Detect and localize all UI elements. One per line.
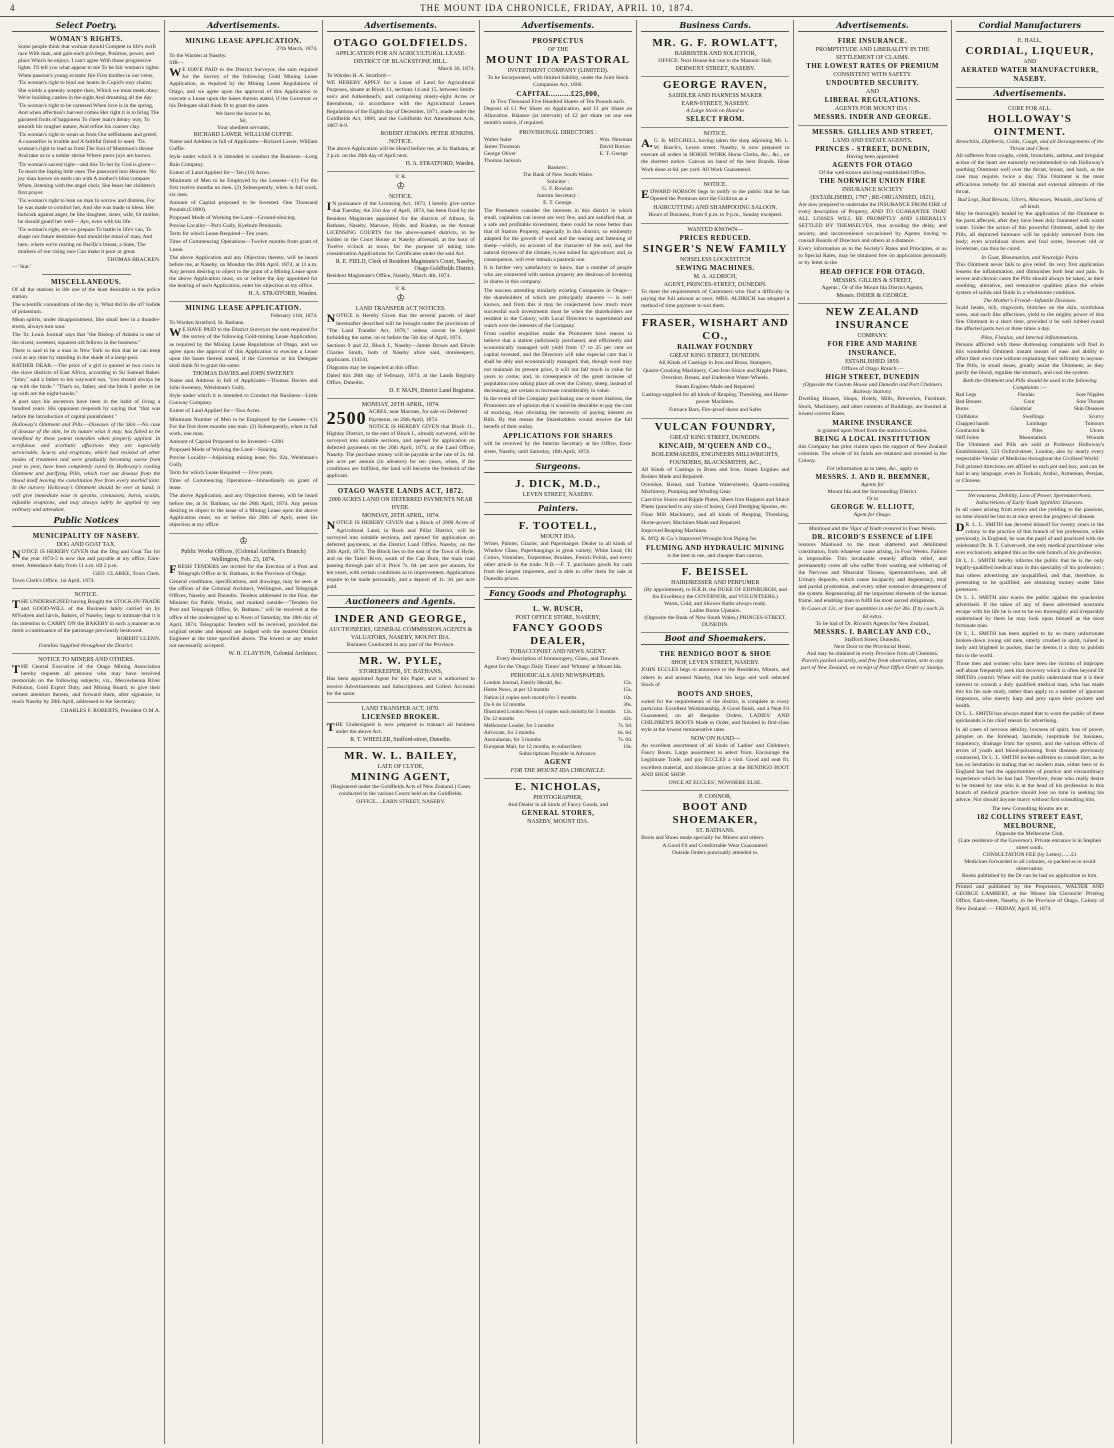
misc-item: There is said to be a man in New York so thin that he can keep cool at any time by standing in the shade of a lamp-post. <box>12 347 161 361</box>
complaint-row: Bad Legs Fistulas Sore Nipples <box>955 392 1104 399</box>
rowlatt-ad: MR. G. F. ROWLATT, BARRISTER AND SOLICITOR, OFFICE: Next House but one to the Masonic Hall, DERWENT STREET, NASEBY. <box>641 35 789 77</box>
poem-source: —' Star.' <box>12 263 32 270</box>
column-heading: Cordial Manufacturers <box>956 20 1104 32</box>
pyle-ad: MR. W. PYLE, STOREKEEPER, ST. BATHANS, Has been appointed Agent for this Paper, and is authorised to receive Advertisements and Subscriptions and Collect Accounts for the same. <box>327 653 475 702</box>
column-insurance <box>794 20 951 1444</box>
public-notices-heading: Public Notices <box>12 515 160 527</box>
lease-detail: Style under which it is intended to conduct the Business—Long Rain Company. <box>169 154 318 168</box>
fraser-item: Furnace Bars, Fire-proof doors and Safes <box>669 406 762 413</box>
broker-ad: LAND TRANSFER ACT, 1870. LICENSED BROKER. THE Undersigned is now prepared to transact all business under the above Act. R. T. WHEELER, Stafford-street, Dunedin. <box>327 703 475 748</box>
price-row: Nation (4 copies each month) for 3 months 10s. <box>483 694 633 701</box>
promoters-paragraph: In the event of the Company purchasing one or more Stations, the Promoters are of opinion that it would be desirable to pay the cost of stocking, thus obviating the necessity of paying interest on Bills. By this means the Shareholders would receive the full benefit of their outlay. <box>483 395 633 431</box>
fraser-ad: FRASER, WISHART AND CO., RAILWAY FOUNDRY GREAT KING STREET, DUNEDIN. All Kinds of Castings in Iron and Brass, Stampers, Quartz-Crushing Machinery, Cast-Iron Sluice and Ripple Plates; Overshot, Breast, and Undershot Water-Wheels. Steam Engines Made and Repaired. Castings supplied for all kinds of Reaping, Threshing, and Horse-power Machines. Furnace Bars, Fire-proof doors and Safes <box>641 315 789 419</box>
lease-2-details <box>169 378 317 492</box>
poem-stanza: Some people think that woman should Compete in life's swift race With man, and gain each privilege, Position, power, and place Which he enjoys. I can't agree With those progressive lights. I'll tell you what appear to me To be fair woman's rights: <box>18 44 160 72</box>
column-cordial <box>952 20 1108 1444</box>
price-list <box>484 680 632 751</box>
misc-item: Of all the stations in life one of the least desirable is the police station. <box>12 286 161 300</box>
kincaid-item: Overshot, Breast, and Turbine Waterwheels; Quartz-crushing Machinery, Pumping and Winding Gear. <box>641 482 790 496</box>
column-poetry <box>8 20 165 1444</box>
column-heading: Advertisements. <box>169 20 317 32</box>
page-number: 4 <box>10 3 16 13</box>
lease-detail: Minimum Number of Men to be Employed by the Lessees—(1) For the first three months one man. (2) Subsequently, when in full work, one man. <box>169 416 318 437</box>
fancy-goods-heading: Fancy Goods and Photography. <box>484 588 632 600</box>
lease-detail: Name and Address in full of Applicants—Thomas Davies and John Sweeney, Welshman's Gully. <box>169 378 318 392</box>
licensing-notice: V. R. ♔ NOTICE. IN pursuance of the Licensing Act, 1873, I hereby give notice that Tuesday, the 21st day of April, 1874, has been fixed by the Resident Magistrate appointed for the districts of Alburn, St. Bathans, Naseby, Maruwe, Hyde, and Riadon, as the Annual LICENSING COURTS for the above-named districts, to be holden in the Court House at Naseby aforesaid, at the hour of Twelve o'clock at noon, for the purpose of taking into consideration Applications for Certificates under the said Act. R. E. FIELD, Clerk of Resident Magistrate's Court, Naseby, Otago Goldfields District. Resident Magistrate's Office, Naseby, March 4th, 1874. <box>327 172 475 284</box>
poem-author: THOMAS BRACKEN. <box>107 256 161 263</box>
mining-lease-1: MINING LEASE APPLICATION. 27th March, 1874. To the Warden at Naseby. SIR— WE HAVE PAID to the District Surveyor, the sum required for the Survey of the following Gold Mining Lease Application, as required by the Mining Lease Regulations of Otago, and we agree upon the approval of this Application to execute a Lease upon the bases therein stated, if the Governor or his Delegate shall think fit to grant the same. We have the honor to be, Sir, Your obedient servants, RICHARD LAWER. WILLIAM GUFFIE. Name and Address in full of Applicants—Richard Lawer, William Guffie. Style under which it is intended to conduct the Business—Long Rain Company. Extent of Land Applied for—Ten (10) Acres. Minimum of Men to be Employed by the Lessees—(1) For the first twelve months no men. (2) Subsequently, when in full work, six men. Amount of Capital proposed to be Invested. One Thousand Pounds (£1000). Proposed Mode of Working the Land—Ground-sluicing. Precise Locality—Pat's Gully, Kyeburn Peninsula. Term for which Lease Required—Ten years. Time of Commencing Operations—Twelve months from grant of Lease. The above Application and any Objection thereto, will be heard before me, at Naseby, on Monday the 20th April, 1874, at 11 a.m. Any person desiring to object to the grant of a Mining Lease upon the above Application must, on or before the day appointed for the hearing of such Application, enter his objection at my office. H. A. STRATFORD, Warden. <box>169 35 317 302</box>
bendigo-ad: THE BENDIGO BOOT & SHOE SHOP, LEVEN STREET, NASEBY. JOHN ECCLES begs to announce to the Residents, Miners, and others in and around Naseby, that his large and well selected Stock of BOOTS AND SHOES, suited for the requirements of the district, is complete in every particular. Excellent Workmanship, A Good finish, and a Neat Fit Guaranteed, on all Bespoke Orders. LADIES' AND CHILDREN'S BOOTS Made to Order, and finished in first-class style at the lowest remunerative rates. NOW ON HAND— An excellent assortment of all kinds of Ladies' and Children's Fancy Boots. Large assortment to select from. Encourage the Legitimate Trade, and pay ECCLES a visit. Good and neat fit, excellent material, and moderate prices at the BENDIGO BOOT AND SHOE SHOP. ONCE AT ECCLES', NOWHERE ELSE. <box>641 648 789 790</box>
promoters-paragraph: The success attending similarly existing Companies in Otago—the shareholders of which are principally shearers — is well known, and from this it may be conjectured how much more successful such investments must be when the shareholders are resident in the Colony, with Local Directors to superintend and watch over the interests of the Company. <box>483 287 633 329</box>
masthead-title: THE MOUNT IDA CHRONICLE, FRIDAY, APRIL 10, 1874. <box>420 3 694 13</box>
lease-detail: Time of Commencing Operations—Immediately on grant of lease. <box>169 478 318 492</box>
busch-ad: L. W. BUSCH, POST OFFICE STORE, NASEBY, FANCY GOODS DEALER, TOBACCONIST AND NEWS AGENT. Every description of Ironmongery, Glass, and Tinware. Agent for the 'Otago Daily Times' and 'Witness' at Mount Ida. PERIODICALS AND NEWSPAPERS. London Journal, Family Herald, &c. 15s. Home News, at per 12 months 15s. Nation (4 copies each month) for 3 months 10s. Do 6 do 12 months 30s. Illustrated London News (4 copies each month) for 3 months 12s. Do 12 months 42s. Melbourne Leader, for 3 months 7s. 6d. Advocate, for 3 months 6s. 6d. Australasian, for 3 months 7s. 6d. European Mail, for 12 months, to subscribers 16s. Subscriptions Payable in Advance. AGENT FOR THE MOUNT IDA CHRONICLE. <box>484 603 632 779</box>
director-name: E. T. George <box>599 150 628 157</box>
price-row: London Journal, Family Herald, &c. 15s. <box>483 680 633 687</box>
smith-ad: Nervousness, Debility, Loss of Power, Spermatorrhoea, Indiscretions of Early Youth Syphilitic Diseases. In all cases arising from errors and the yielding to the passions, no time should be lost to at once arrest the progress of disease. DR. L. L. SMITH has devoted himself for twenty years in the colony to the practice of this branch of his profession, while previously, in England, he was the pupil of and practiced with the celebrated Dr. R. T. Culverwell, the only medical practitioner who ever exclusively adopted this as the sole branch of his profession. Dr L. L. SMITH hereby informs the public that he is the only legally-qualified medical man in this speciality of his profession ; that others advertising are unqualified, and that, therefore, in pretending to be qualified, are obtaining money under false pretences. Dr L. L. SMITH also warns the public against the quackeries advertised. If the taken of any of these advertised nostrums escape with his life he is not to be too thoroughly and irreparably undermined by them he may look upon himself as the most fortunate man. Dr L. L. SMITH has been applied to by so many unfortunate broken-down young old men, utterly crushed in spirit, ruined in body and blighted in pocket, that he deems it a duty to publish this to the world. Those men and women who have been the victims of improper self-abuse frequently seek that recovery which is often beyond Dr SMITH's control. When will the public understand that it is their interest to consult a duly qualified medical man, who has made this his his sole study, rather than apply to a number of ignorant impostors, who merely harp and prey upon their pockets and health. Dr L. L. SMITH has always stated that to warn the public of these quicksands is his chief reason for advertising. In all cases of nervous debility, lowness of spirit, loss of power, pimples on the forehead, lassitude, ineptitude for business, impotency, drainage from the system, and the various effects of errors of youth and blood-poisoning from diseases previously contracted, Dr L. L. SMITH invites sufferers to consult him, as he has no hesitation in stating that no modern man, either here or in England has had the opportunities of practice and extraordinary experience which he has had. Therefore, those who really desire to be treated by one who is at the head of his profession in this branch of medical practice should lose no time in seeking his advice. Nor should anyone marry without first consulting him. The new Consulting Rooms are at 182 COLLINS STREET EAST, MELBOURNE, Opposite the Melbourne Club, (Late residence of the Governor). Private entrance is in Stephen street south. CONSULTATION FEE (by Letter).......£1 Medicines forwarded to all colonies, so packed as to avoid observation. Books published by the Dr can be had on application to him. <box>956 491 1104 885</box>
advertisements-heading: Advertisements. <box>956 88 1104 100</box>
lease-detail: Style under which it is intended to Conduct the Business—Little Conway Company. <box>169 393 318 407</box>
poem-stanza: 'Tis woman's right to be caressed When love is in the spring, And when affection's harvest comes Her right it is to bring The garnered fruits of happiness To cheer man's dreary way, To smooth his rougher nature, And refine his coarser clay. <box>18 102 160 131</box>
column-heading: Business Cards. <box>641 20 789 32</box>
holloway-ointment-ad: CURE FOR ALL. HOLLOWAY'S OINTMENT. Bronchitis, Diptheria, Colds, Cough, and all Derangements of the Throat and Chest. All sufferers from coughs, colds, bronchitis, asthma, and irregular action of the heart are earnestly recommended to rub Holloway's soothing Ointment well over the throat, breast, and back, as the case may require, twice a day. This Ointment is the most efficacious remedy for all internal and external ailments of the throat. Bad Legs, Bad Breasts, Ulcers, Abscesses, Wounds, and Sores of all kinds May be thoroughly healed by the application of the Ointment to the parts affected, after they have been duly fomented with warm water. Under the action of this powerful Ointment, aided by the Pills, all depraved humours will be quickly removed from the body; even scrofulous ulcers and foul sores, however old or inveterate, can thus be cured. In Gout, Rheumatism, and Neuralgic Pains This Ointment never fails to give relief. Its very first application lessens the inflammation, and diminishes both heat and pain. In severe and chronic cases the Pills should always be taken, as their soothing, alterative, and restorative qualities place the whole system of solids and fluids in a wholesome condition. The Mother's Friend—Infantile Diseases. Scald heads, itch, ringworm, blotches on the skin, scrofulous sores, and such like affections, yield to the mighty power of this fine Ointment in a short time, provided it be well rubbed round the affected parts two or three times a day. Piles, Fistulas, and Internal Inflammations. Persons afflicted with these distressing complaints will find in this wonderful Ointment instant means of ease and ability to effect their own cure without explaining their infirmity to anyone. The Pills, in small doses, greatly assist the Ointment, as they purify the blood, regulate the stomach, and cool the system. Both the Ointment and Pills should be used in the following Complaints :— Bad Legs Fistulas Sore Nipples Bad Breasts Gout Sore Throats Burns Glandular Skin Diseases Chilblains Swellings Scurvy Chapped hands Lumbago Tumours Contracted & Piles Ulcers Stiff Joints Rheumatism Wounds The Ointment and Pills are sold at Professor Holloway's Establishment, 533 Oxford-street, London, also by nearly every respectable Vendor of Medicine throughout the Civilised World. Full printed directions are affixed to each pot and box, and can be had in any language, even in Turkish, Arabic, Armenian, Persian, or Chinese. <box>956 103 1104 491</box>
complaint-row: Chapped hands Lumbago Tumours <box>955 420 1104 427</box>
raven-ad: GEORGE RAVEN, SADDLER AND HARNESS MAKER EARN-STREET, NASEBY. A Large Stock on Hand to SELECT FROM. <box>641 77 789 128</box>
dog-tax-ad: MUNICIPALITY OF NASEBY. DOG AND GOAT TAX. NOTICE IS HEREBY GIVEN that the Dog and Goat Tax for the year 1874-5 is now due and payable at my office, Earn-street. Attendance daily from 11 a.m. till 2 p.m. GEO. CLARKE, Town Clerk. Town Clerk's Office, 1st April, 1874. <box>12 530 160 589</box>
fraser-item: All Kinds of Castings in Iron and Brass, Stampers, <box>658 360 772 367</box>
lease-detail: Amount of Capital proposed to be Invested. One Thousand Pounds (£1000). <box>169 199 318 214</box>
holloway-note: Holloway's Ointment and Pills.—Diseases of the Skin.—No case of disease of the skin, be its nature what it may, has failed to be benefited by these potent remedies when properly applied. In scrofulous and scorbutic affections they are especially serviceable. Scurvy and eruptions, which had resisted all other modes of treatment and were gradually becoming worse from year to year, have been completely cured by Holloway's cooling Ointment and purifying Pills, which root out disease from the blood itself leaving the constitution free from every morbid taint. In the nursery Holloway's Ointment should be ever at hand; it will give immediate ease in sprains, contusions, burns, scalds, infantile eruptions, and may always safely be applied by any ordinary and attendant. <box>12 421 161 513</box>
miners-notice: NOTICE TO MINERS AND OTHERS. THE Central Executive of the Otago Mining Association hereby requests all persons who may have received memorials on the following subjects, viz., Mecowhenua River Pollution, Gold Export Duty, and Mining Board, to give their earnest attention thereto, and forward them, after signature, to reach Naseby by 20th April, addressed to the Secretary. CHARLES F. ROBERTS, President O.M.A. <box>12 656 161 714</box>
boot-heading: Boot and Shoemakers. <box>641 633 789 645</box>
waste-lands-ad: OTAGO WASTE LANDS ACT, 1872. 2000 ACRES LAND ON DEFERRED PAYMENTS NEAR HYDE. MONDAY, 20TH APRIL, 1874. NOTICE IS HEREBY GIVEN that a Block of 2000 Acres of Agricultural Land, in Rock and Pillar District, will be surveyed into suitable sections, and opened for application on deferred payments, at the District Land Office, Naseby, on the 20th April, 1874. The Block lies to the east of the Town of Hyde, and on the Taieri River, south of the Cap Burn, the main road passing through part of it. Price 7s. 6d. per acre per annum, for ten years, with certain conditions as to improvement. Applications require to be made personally, and a deposit of 1s. 3d. per acre paid. <box>327 485 475 596</box>
fraser-item: Castings supplied for all kinds of Reaping, Threshing, and Horse-power Machines. <box>641 391 789 405</box>
lease-detail: Proposed Mode of Working the Land—Sluicing. <box>169 446 279 453</box>
beissel-ad: F. BEISSEL HAIRDRESSER AND PERFUMER (By appointment), to H.R.H. the DUKE OF EDINBURGH, and his Excellency the GOVERNOR, and VOLUNTEERS.) Warm, Cold, and Shower Baths always ready. Ladies Room Upstairs. (Opposite the Bank of New South Wales,) PRINCES-STREET, DUNEDIN. <box>641 564 789 634</box>
price-row: Home News, at per 12 months 15s. <box>483 687 633 694</box>
hall-ad: E. HALL, CORDIAL, LIQUEUR, AND AERATED WATER MANUFACTURER, NASEBY. <box>956 35 1104 88</box>
kincaid-item: Cast-Iron Sluice and Ripple Plates, Sheet Iron Hoppers and Sluice Plates (punched to any size of holes), Gold Dredging Spoons, etc. <box>641 497 790 511</box>
kincaid-item: Flour Mill Machinery, and all kinds of Reaping, Threshing, Horse-power, Machines Made and Repaired. <box>641 512 790 526</box>
lease-detail: Extent of Land Applied for—Ten (10) Acres. <box>169 169 271 176</box>
complaint-row: Contracted & Piles Ulcers <box>955 427 1104 434</box>
price-row: Melbourne Leader, for 3 months 7s. 6d. <box>483 722 633 729</box>
promoters-paragraph: From careful enquiries made the Promoters have reason to believe that a station judiciously purchased, and efficiently and economically managed will yield from 17 to 25 per cent on capital invested, and the Directors will take especial care that it shall be ably and economically managed; that, though wool may not maintain its present price, it will not fall much in value for years to come; and, in consequence of the great increase of population now taking place all over the Colony, sheep, instead of decreasing, are certain to increase considerably in value. <box>483 331 633 394</box>
lease-detail: Term for which Lease Required — Five years. <box>169 470 274 477</box>
misc-item: The scientific conundrum of the day is, What did Io die of? Iodide of potassium. <box>12 302 161 316</box>
agricultural-lease-ad: OTAGO GOLDFIELDS. APPLICATION FOR AN AGRICULTURAL LEASE. DISTRICT OF BLACKSTONE HILL. March 30, 1874. To Warden H. A. Stratford— WE HEREBY APPLY for a Lease of Land for Agricultural Purposes, situate at Block 11, sections 14 and 15, between Smith-son's and Aitkenhead's, and comprising ninety-eight Acres or thereabouts, in accordance with the Agricultural Leases Regulations of the Eighth day of December, 1871, made under the Goldfields Act, 1866, and the Goldfields Act Amendment Acts, 1867-8-9. ROBERT JENKINS. PETER JENKINS. NOTICE. The above Application will be Heard before me, at St. Bathans, at 2 p.m. on the 28th day of April next. H. A. STRATFORD, Warden. <box>327 35 475 172</box>
complaints-list <box>956 392 1104 442</box>
column-advertisements-3 <box>480 20 637 1444</box>
connor-ad: P. CONNOR, BOOT AND SHOEMAKER, ST. BATHANS. Boots and Shoes made specially for Miners and others. A Good Fit and Comfortable Wear Guaranteed. Outside Orders punctually attended to. <box>641 793 769 856</box>
imprint: Printed and published by the Proprietors, WALTER AND GEORGE LAMBERT, at the 'Mount Ida Chronicle' Printing Office, Earn-street, Naseby, in the Province of Otago, Colony of New Zealand. — FRIDAY, April 10, 1874. <box>955 884 1104 912</box>
director-name: Walter Inder <box>483 136 512 143</box>
bakery-notice: NOTICE. THE UNDERSIGNED having Bought the STOCK-IN-TRADE and GOOD-WILL of the Business lately carried on by M'Fadyen and Jarvis, Bakers, of Naseby, begs to intimate that it is his intention to CARRY ON the BAKERY in such a manner as to merit a continuance of the patronage previously bestowed. ROBERT GLENN. Families Supplied throughout the District. <box>12 589 160 654</box>
poem-stanza: 'Tis woman's right to wean us from Our selfishness and greed; A counsellor in trouble and A faithful friend in need. 'Tis woman's right to lead us from The foot of Mammon's throne And take us to a nobler shrine Where purer joys are known. <box>18 132 158 160</box>
column-heading: Advertisements. <box>798 20 946 32</box>
poem-stanza: 'Tis woman's right to lean on man In sorrow and distress, For he was made to comfort her, And she was made to bless. Her bulwark against anger, be She daughter, sister, wife, Or mother, he should guard her well— Aye, even with his life. <box>18 197 161 226</box>
lease-detail: Name and Address in full of Applicants—Richard Lawer, William Guffie. <box>169 139 318 153</box>
directors-list <box>484 137 632 165</box>
nz-insurance-ad: NEW ZEALAND INSURANCE COMPANY. FOR FIRE AND MARINE INSURANCE. ESTABLISHED 1859. Offices of Otago Branch — HIGH STREET, DUNEDIN (Opposite the Custom House and Dunedin and Port Chalmers Railway Station). Dwelling Houses, Shops, Hotels, Mills, Breweries, Furniture, Stock, Machinery, and other contents of Buildings, are Insured at lowest current Rates. MARINE INSURANCE is granted upon Wool from the station to London. BEING A LOCAL INSTITUTION this Company has prior claims upon the support of New Zealand colonists. The whole of its funds are retained and invested in the Colony. For information as to rates, &c., apply to MESSRS. J. AND R. BREMNER, Agents for Mount Ida and the Surrounding District. Or to GEORGE W. ELLIOTT, Agent for Otago. <box>798 304 946 523</box>
promoters-text <box>484 208 632 432</box>
complaint-row: Burns Glandular Skin Diseases <box>955 406 1104 413</box>
acres-sale-ad: MONDAY, 20TH APRIL, 1874. 2500 ACRES, near Macraes, for sale on Deferred Payments, on 20th April, 1874. NOTICE IS HEREBY GIVEN that Block 11., Highlay District, to the east of Block I., already surveyed, will be surveyed into suitable sections, and opened for application on deferred payments on the 20th April, 1874, at the Land Office, Naseby. The purchase money will be payable at the rate of 2s. 6d. per acre per annum (in advance) for ten years, when, if the conditions are fulfilled, the land will become the freehold of the applicant. <box>327 399 475 485</box>
misc-item: The 'St. Louis Journal' says that "the Bishop of Atlanta is one of the nicest, sweetest, squarest old fellows in the business." <box>12 332 161 346</box>
fraser-list <box>641 360 789 414</box>
kincaid-item: Improved Reaping Machines. <box>641 527 708 534</box>
lease-detail: Proposed Mode of Working the Land—Ground-sluicing. <box>169 215 297 222</box>
tootell-ad: F. TOOTELL, MOUNT IDA. Writer, Painter, Glazier, and Paperhanger. Dealer in all kinds of Window Glass, Paperhangings in great variety; White Lead, Oil Colors, Varnishes, Turpentine, Brushes, French Polish, and every other article in the trade. N.B.—F. T. purchases goods for cash from the largest importers, and is able to offer them for sale at Dunedin prices. <box>484 518 632 589</box>
complaint-row: Bad Breasts Gout Sore Throats <box>955 399 1104 406</box>
director-name: James Thomson <box>483 143 520 150</box>
mining-lease-2: MINING LEASE APPLICATION. February 11th, 1874. To Warden Stratford, St. Bathans. WE HAVE PAID to the District Surveyor the sum required for the survey of the following Gold-mining Lease Application, as required by the Mining Lease Regulations of Otago, and we agree upon the approval of this Application to execute a Lease upon the bases therein stated, if the Governor or his Delegate shall think fit to grant the same. THOMAS DAVIES and JOHN SWEENEY Name and Address in full of Applicants—Thomas Davies and John Sweeney, Welshman's Gully. Style under which it is intended to Conduct the Business—Little Conway Company. Extent of Land Applied for—Two Acres. Minimum Number of Men to be Employed by the Lessees—(1) For the first three months one man. (2) Subsequently, when in full work, one man. Amount of Capital Proposed to be Invested—£200. Proposed Mode of Working the Land—Sluicing. Precise Locality—Adjoining mining lease, No. 92a, Welshman's Gully. Term for which Lease Required — Five years. Time of Commencing Operations—Immediately on grant of lease. The above Application, and any Objection thereto, will be heard before me, at St. Bathans, on the 28th April, 1874. Any person desiring to object to the issue of a Mining Lease upon the above Application must, on or before the 28th of April, enter his objection at my office. <box>169 302 317 534</box>
kincaid-list <box>641 467 789 535</box>
hobson-ad: NOTICE. EDWARD HOBSON begs to notify to the public that he has Opened the Premises next the Gridiron as a HAIRCUTTING AND SHAMPOOING SALOON. Hours of Business, from 6 p.m. to 9 p.m., Sunday excepted. <box>641 179 789 224</box>
price-row: Do 6 do 12 months 30s. <box>483 701 633 708</box>
lease-detail: Precise Locality—Adjoining mining lease, No. 92a, Welshman's Gully. <box>169 454 318 469</box>
nicholas-ad: E. NICHOLAS, PHOTOGRAPHER, And Dealer in all kinds of Fancy Goods, and GENERAL STORES, NASEBY, MOUNT IDA. <box>507 781 609 826</box>
director-name: David Burton <box>599 143 631 150</box>
column-advertisements-2 <box>323 20 480 1444</box>
painters-heading: Painters. <box>484 503 632 515</box>
misc-item: Mean spirits, under disappointment, like small beer in a thunder-storm, always turn sour. <box>12 317 161 331</box>
prospectus-ad: PROSPECTUS OF THE MOUNT IDA PASTORAL INVESTMENT COMPANY (LIMITED). To be Incorporated, with limited liability, under the Joint Stock Companies Act, 1860. CAPITAL.........£25,000, In Two Thousand Five Hundred Shares of Ten Pounds each. Deposit of £1 Per Share on Application, and £1 per Share on Allocation. Balance (at intervals) of £2 per share on one one month's notice, if required. PROVISIONAL DIRECTORS : Walter Inder James Thomson George Oliver Thomas Jackson Wm. Newman David Burton E. T. George Bankers : The Bank of New South Wales. Solicitor : G. F. Rowlatt. Interim Secretary : E. T. George. The Promoters consider the interests in this district in which small, capitalists can invest are very few, and are satisfied that, as a safe and profitable investment, there could be none better than that of Station Property, especially in this district, so eminently adapted for the growth of wool and the rearing and fattening of sheep—which, on account of the character of the soil, and the natural dryness of the climate, is not suited for agriculture; and, in consequence, will ever remain a pastoral one. It is further very satisfactory to know, that a number of people who are connected with station property are desirous of investing in shares in this company. The success attending similarly existing Companies in Otago—the shareholders of which are principally shearers — is well known, and from this it may be conjectured how much more successful such investments must be when the shareholders are resident in the Colony, with Local Directors to superintend and watch over the interests of the Company. From careful enquiries made the Promoters have reason to believe that a station judiciously purchased, and efficiently and economically managed will yield from 17 to 25 per cent on capital invested, and the Directors will take especial care that it shall be ably and economically managed; that, though wool may not maintain its present price, it will not fall much in value for years to come; and, in consequence of the great increase of population now taking place all over the Colony, sheep, instead of decreasing, are certain to increase considerably in value. In the event of the Company purchasing one or more Stations, the Promoters are of opinion that it would be desirable to pay the cost of stocking, thus obviating the necessity of paying interest on Bills. By this means the Shareholders would receive the full benefit of their outlay. APPLICATIONS FOR SHARES will be received by the Interim Secretary at his Office, Earn-street, Naseby, until Saturday, 18th April, 1874. <box>484 35 632 461</box>
column-heading: Select Poetry. <box>12 20 160 32</box>
lease-detail: Extent of Land Applied for—Two Acres. <box>169 408 261 415</box>
poem-stanza: 'Tis woman's right, ere we prepare To battle in life's van, To shape our future destinies And mould the mind of man; And here, where we're rearing on Pacific's breast, a State, The mothers of our rising race Can make it poor or great. <box>18 227 153 255</box>
ricord-ad: Manhood and the Vigor of Youth restored in Four Weeks. DR. RICORD'S ESSENCE of LIFE restores Manhood to the most shattered and debilitated constitution, from whatever cause arising, in Four Weeks. Failure is impossible. This invaluable remedy affords relief, and permanently cures all who suffer from wasting and withering of the Nervous and Muscular Tissues, Spermatorrhoea, and all Urinary deposits, which cause incapacity and degeneracy, total and partial prostration, and every other extensive derangement of the system. Regenerating all the important elements of the human frame, and enabling man to fulfil his most sacred obligations. In Cases at 12s, or four quantities in one for 36s. If by coach 2s 6d extra. To be had of Dr. Ricord's Agents for New Zealand, MESSRS. I. BARCLAY AND CO., Stafford Street, Dunedin, Next Door to the Provincial Hotel, And may be obtained in every Province from all Chemists. Parcels packed securely, and free from observation, sent to any part of New Zealand, on receipt of Post Office Order or Stamps. <box>798 525 947 672</box>
column-heading: Advertisements. <box>484 20 632 32</box>
lease-1-details <box>169 139 317 253</box>
poem-body <box>12 44 160 256</box>
mitchell-ad: NOTICE. A.G. B. MITCHELL having taken the shop adjoining Mr. L. W. Busch's, Leven street, Naseby, is now prepared to execute all orders in HORSE WORK Horse Cloths, &c., &c., on the shortest notice. Canvas on hand of the best Brands. Hose Work done at 6d. per yard. All Work Guaranteed. <box>641 128 789 178</box>
price-row: Australasian, for 3 months 7s. 6d. <box>483 737 633 744</box>
poem-stanza: 'Tis woman's sacred right—and this To her by God is given— To teach the lisping little ones The password into Heaven. No joy man knows on earth can with A mother's bliss compare When, listening with the angel choir, She hears her children's first prayer. <box>18 161 157 196</box>
lease-detail: Term for which Lease Required—Ten years. <box>169 231 269 238</box>
column-heading: Advertisements. <box>327 20 475 32</box>
norwich-ad: MESSRS. GILLIES AND STREET, LAND AND ESTATE AGENTS. PRINCES - STREET, DUNEDIN, Having been appointed AGENTS FOR OTAGO Of the well-known and long-established Office, THE NORWICH UNION FIRE INSURANCE SOCIETY (ESTABLISHED, 1797 ; RE-ORGANISED, 1821), Are now prepared to undertake the INSURANCE FROM FIRE of every description of Property, AND TO GUARANTEE THAT ALL LOSSES WILL BE PROMPTLY AND LIBERALLY SETTLED BY THEMSELVES, thus avoiding the delay, and anxiety, and inconvenience occasioned by Agents having to consult Boards of Directors and others at a distance. Every information as to the Society's Rates and Principles, or as to Special Rates, may be obtained free on application personally or by letter to the HEAD OFFICE FOR OTAGO. MESSRS. GILLIES & STREET, Agents ; Or of the Mount Ida District Agents, Messrs. INDER & GEORGE. <box>798 126 946 304</box>
poem-stanza: When passion's young ecstatic fire First kindles in our veins, 'Tis woman's right to bind our hearts In Cupid's rosy chains; She wields a queenly sceptre then, Which we must meek obey; We're building castles in the night And dreaming all the day. <box>18 73 159 101</box>
lease-detail: Precise Locality—Pat's Gully, Kyeburn Peninsula. <box>169 223 283 230</box>
columns <box>8 20 1108 1444</box>
director-name: Thomas Jackson <box>483 157 521 164</box>
price-row: European Mail, for 12 months, to subscribers 16s. <box>483 744 633 751</box>
director-name: George Oliver <box>483 150 516 157</box>
complaint-row: Chilblains Swellings Scurvy <box>955 413 1104 420</box>
dick-ad: J. DICK, M.D., LEVEN STREET, NASEBY. <box>484 476 632 503</box>
fraser-item: Steam Engines Made and Repaired. <box>675 383 756 390</box>
royal-crest-icon: ♔ <box>238 535 248 547</box>
misc-item: A poet says his ancestors have been in the habit of living a hundred years. His opponent responds by saying that "that was before the introduction of capital punishment." <box>12 399 161 420</box>
promoters-paragraph: The Promoters consider the interests in this district in which small, capitalists can invest are very few, and are satisfied that, as a safe and profitable investment, there could be none better than that of Station Property, especially in this district, so eminently adapted for the growth of wool and the rearing and fattening of sheep—which, on account of the character of the soil, and the natural dryness of the climate, is not suited for agriculture; and, in consequence, will ever remain a pastoral one. <box>483 207 633 264</box>
land-transfer-notice: V. R. ♔ LAND TRANSFER ACT NOTICES. NOTICE is Hereby Given that the several parcels of land hereinafter described will be brought under the provisions of "The Land Transfer Act, 1870," unless caveat be lodged forbidding the same, on or before the 5th day of April, 1874. Sections 9 and 22, Block I., Naseby—James Brown and Edwin Charles Smith, both of Naseby afore said, storekeepers, applicants. (1414). Diagrams may be inspected at this office. Dated this 28th day of February, 1874, at the Lands Registry Office, Dunedin. D. F. MAIN, District Land Registrar. <box>327 284 475 399</box>
promoters-paragraph: It is further very satisfactory to know, that a number of people who are connected with station property are desirous of investing in shares in this company. <box>483 265 633 286</box>
fraser-item: Quartz-Crushing Machinery, Cast-Iron Sluice and Ripple Plates; Overshot, Breast, and Undershot Water-Wheels. <box>643 368 788 382</box>
poem-title: WOMAN'S RIGHTS. <box>49 35 123 43</box>
complaint-row: Stiff Joints Rheumatism Wounds <box>955 434 1104 441</box>
surgeons-heading: Surgeons. <box>484 461 632 473</box>
price-row: Illustrated London News (4 copies each month) for 3 months 12s. <box>483 708 633 715</box>
masthead <box>0 0 1114 17</box>
kincaid-item: All Kinds of Castings in Brass and Iron. Steam Engines and Boilers Made and Repaired. <box>641 466 790 480</box>
lease-detail: Amount of Capital Proposed to be Invested—£200. <box>169 438 285 445</box>
lease-detail: Minimum of Men to be Employed by the Lessees—(1) For the first twelve months no men. (2) Subsequently, when in full work, six men. <box>169 177 318 198</box>
misc-heading: MISCELLANEOUS. <box>51 277 122 286</box>
director-name: Wm. Newman <box>599 136 633 143</box>
column-business-cards <box>637 20 794 1444</box>
bailey-ad: MR. W. L. BAILEY, LATE OF CLYDE, MINING AGENT, (Registered under the Goldfields Acts of New Zealand.) Cases conducted in the various Courts held on the Goldfields. OFFICE.....EARN STREET, NASEBY. <box>330 750 471 806</box>
price-row: Do 12 months 42s. <box>483 715 633 722</box>
royal-crest-icon: ♔ <box>396 293 406 305</box>
price-row: Advocate, for 3 months 6s. 6d. <box>483 730 633 736</box>
column-advertisements-1 <box>165 20 322 1444</box>
misc-item: RATHER DEAR.—The price of a girl is quoted at two cows in the slave districts of East Africa, according to Sir Samuel Baker. "John," said a father to his wayward son, "you should always be up with the birds." "That's so, father, and the birds I prefer to be up with are the night-hawks." <box>12 362 161 398</box>
vulcan-ad: VULCAN FOUNDRY, GREAT KING STREET, DUNEDIN. KINCAID, M'QUEEN AND CO., BOILERMAKERS, ENGINEERS MILLWRIGHTS, FOUNDERS, BLACKSMITHS, &C., All Kinds of Castings in Brass and Iron. Steam Engines and Boilers Made and Repaired. Overshot, Breast, and Turbine Waterwheels; Quartz-crushing Machinery, Pumping and Winding Gear. Cast-Iron Sluice and Ripple Plates, Sheet Iron Hoppers and Sluice Plates (punched to any size of holes), Gold Dredging Spoons, etc. Flour Mill Machinery, and all kinds of Reaping, Threshing, Horse-power, Machines Made and Repaired. Improved Reaping Machines. K. M'Q. & Co.'s Improved Wrought Iron Piping for FLUMING AND HYDRAULIC MINING is the best in use, and cheaper than canvas. <box>641 419 789 564</box>
lease-detail: Time of Commencing Operations—Twelve months from grant of Lease. <box>169 239 318 253</box>
auctioneers-heading: Auctioneers and Agents. <box>327 596 475 608</box>
fire-insurance-ad: FIRE INSURANCE. PROMPTITUDE AND LIBERALITY IN THE SETTLEMENT OF CLAIMS. THE LOWEST RATES OF PREMIUM CONSISTENT WITH SAFETY. UNDOUBTED SECURITY. AND LIBERAL REGULATIONS. AGENTS FOR MOUNT IDA : MESSRS. INDER AND GEORGE. <box>798 35 946 126</box>
singer-ad: WANTED KNOWN— PRICES REDUCED. SINGER'S NEW FAMILY NOISELESS LOCKSTITCH SEWING MACHINES. M. A. ALDRICH, AGENT, PRINCES-STREET, DUNEDIN. To meet the requirements of Customers who find a difficulty in paying the full amount at once, MRS. ALDRICH has adopted a method of time payment to suit them. <box>641 224 789 315</box>
inder-george-ad: INDER AND GEORGE, AUCTIONEERS, GENERAL COMMISSION AGENTS & VALUATORS, NASEBY, MOUNT IDA. Business Conducted in any part of the Province. <box>327 611 475 653</box>
royal-crest-icon: ♔ <box>396 181 406 193</box>
misc-items <box>12 287 160 421</box>
tender-ad: ♔ Public Works Offices, (Colonial Architect's Branch) Wellington, Feb. 23, 1874. FRESH TENDERS are invited for the Erection of a Post and Telegraph Office at St. Bathans, in the Province of Otago. General conditions, specifications, and drawings, may be seen at the offices of the Colonial Architect, Wellington, and Telegraph Offices, Naseby and Dunedin. Tenders addressed to the Hon. the Minister for Public Works, and marked outside—"Tenders for Post and Telegraph Office, St. Bathans," will be received at the office of the undersigned up to Noon of Saturday, the 18th day of April, 1874. Telegraphic Tenders will be received, provided the original tender and deposit are lodged with the nearest District Engineer at the time specified above. The lowest or any tender not necessarily accepted. W. H. CLAYTON, Colonial Architect. <box>169 535 318 658</box>
